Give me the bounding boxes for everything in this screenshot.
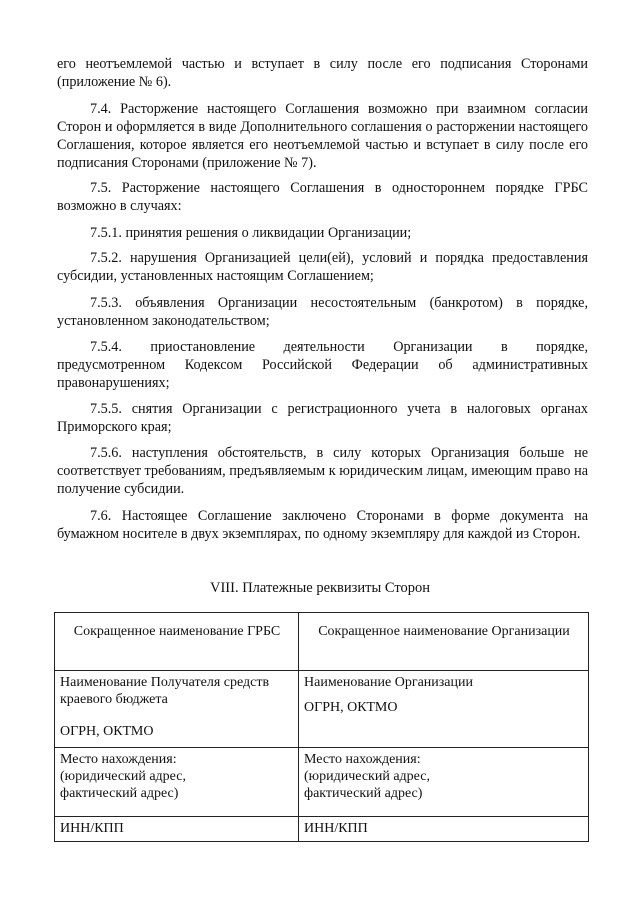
clause-7-5-4 bbox=[57, 338, 588, 392]
section-title: VIII. Платежные реквизиты Сторон bbox=[210, 580, 430, 596]
grbs-address-line-3: фактический адрес) bbox=[60, 786, 179, 801]
clause-7-5: 7.5. Расторжение настоящего Соглашения в одностороннем порядке ГРБС возможно в случаях: bbox=[57, 180, 588, 214]
table-row bbox=[55, 748, 589, 817]
grbs-name-cell bbox=[55, 671, 299, 748]
clause-7-5-4-line-2: предусмотренном Кодексом Российской Федерации об административных bbox=[57, 357, 588, 373]
organization-ogrn-label: ОГРН, ОКТМО bbox=[304, 700, 398, 715]
table-header-row bbox=[55, 613, 589, 671]
clause-7-5-3: 7.5.3. объявления Организации несостоятельным (банкротом) в порядке, установленном законодательством; bbox=[57, 295, 588, 329]
grbs-ogrn-label: ОГРН, ОКТМО bbox=[60, 724, 154, 739]
clause-7-5-2: 7.5.2. нарушения Организацией цели(ей), условий и порядка предоставления субсидии, установленных настоящим Соглашением; bbox=[57, 250, 588, 284]
continuation-paragraph: его неотъемлемой частью и вступает в силу после его подписания Сторонами (приложение № 6). bbox=[57, 56, 588, 90]
grbs-address-line-2: (юридический адрес, bbox=[60, 769, 186, 784]
clause-7-5-6: 7.5.6. наступления обстоятельств, в силу которых Организация больше не соответствует требованиям, предъявляемым к юридическим лицам, имеющим право на получение субсидии. bbox=[57, 445, 588, 497]
organization-address-line-1: Место нахождения: bbox=[304, 752, 421, 767]
organization-address-line-2: (юридический адрес, bbox=[304, 769, 430, 784]
header-organization-cell: Сокращенное наименование Организации bbox=[299, 613, 589, 671]
organization-address-cell bbox=[299, 748, 589, 817]
organization-name-label: Наименование Организации bbox=[304, 675, 473, 690]
organization-inn-cell: ИНН/КПП bbox=[299, 817, 589, 842]
organization-name-cell bbox=[299, 671, 589, 748]
clause-7-5-4-line-1: 7.5.4. приостановление деятельности Организации в порядке, bbox=[90, 339, 588, 355]
grbs-address-cell bbox=[55, 748, 299, 817]
clause-7-5-5: 7.5.5. снятия Организации с регистрационного учета в налоговых органах Приморского края; bbox=[57, 401, 588, 435]
clause-7-6: 7.6. Настоящее Соглашение заключено Сторонами в форме документа на бумажном носителе в двух экземплярах, по одному экземпляру для каждой из Сторон. bbox=[57, 508, 588, 542]
grbs-address-line-1: Место нахождения: bbox=[60, 752, 177, 767]
payment-details-table bbox=[54, 612, 589, 842]
clause-7-5-4-line-3: правонарушениях; bbox=[57, 375, 170, 391]
grbs-inn-cell: ИНН/КПП bbox=[55, 817, 299, 842]
header-grbs-cell: Сокращенное наименование ГРБС bbox=[55, 613, 299, 671]
clause-7-5-1: 7.5.1. принятия решения о ликвидации Организации; bbox=[90, 225, 412, 241]
clause-7-4: 7.4. Расторжение настоящего Соглашения возможно при взаимном согласии Сторон и оформляется в виде Дополнительного соглашения о расторжении настоящего Соглашения, которое является его неотъемлемой частью и вступает в силу после его подписания Сторонами (приложение № 7). bbox=[57, 101, 588, 171]
grbs-name-label: Наименование Получателя средств краевого бюджета bbox=[60, 675, 270, 707]
table-row bbox=[55, 817, 589, 842]
table-row bbox=[55, 671, 589, 748]
organization-address-line-3: фактический адрес) bbox=[304, 786, 423, 801]
